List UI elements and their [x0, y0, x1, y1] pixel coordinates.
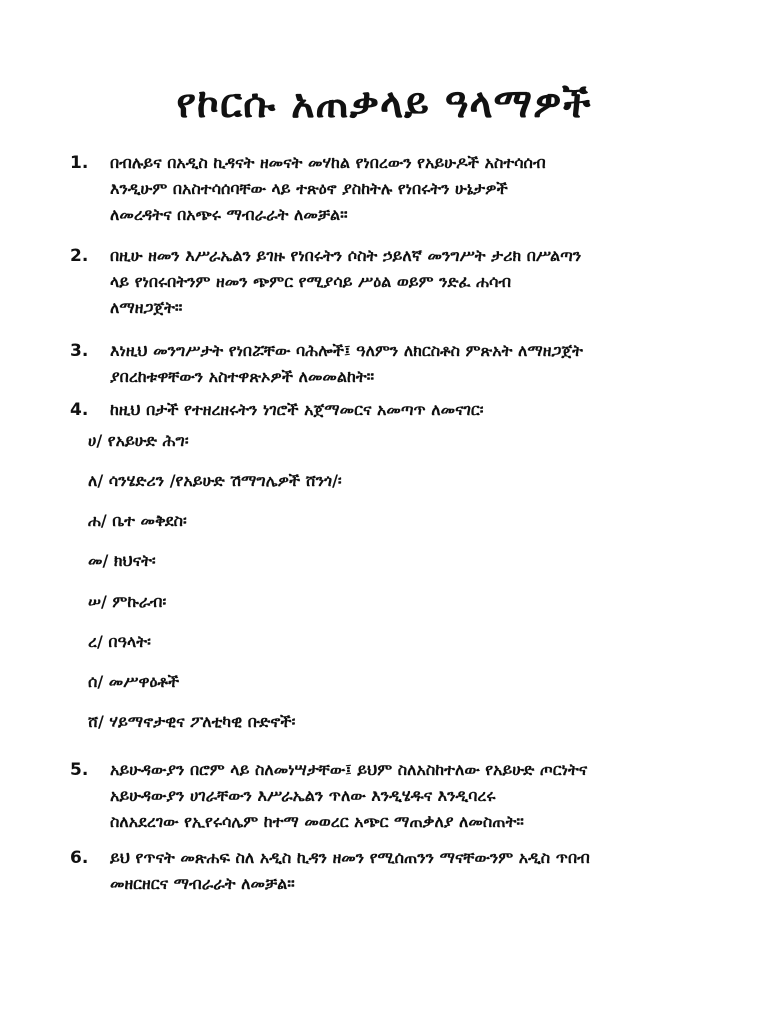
- item-text: አይሁዳውያን በሮም ላይ ስለመነሣታቸው፤ ይህም ስለአስከተለው የአይሁድ ጦርነትና: [110, 760, 588, 779]
- objective-item-2: [70, 243, 710, 321]
- subitem: ሀ/ የአይሁድ ሕግ፡: [88, 431, 189, 450]
- item-number: 6.: [70, 848, 89, 868]
- item-number: 1.: [70, 153, 89, 173]
- objective-line: ለማዘጋጀት።: [110, 298, 183, 317]
- objective-line: [70, 243, 710, 269]
- objective-line: መዘርዘርና ማብራራት ለመቻል።: [110, 874, 295, 893]
- objective-line: [70, 757, 710, 783]
- objective-line: ለመረዳትና በአጭሩ ማብራራት ለመቻል።: [110, 205, 348, 224]
- objective-item-1: [70, 150, 710, 228]
- subitem: መ/ ክህናት፡: [88, 551, 156, 570]
- objective-line: ስለአደረገው የኢየሩሳሌም ከተማ መወረር አጭር ማጠቃለያ ለመስጠት።: [110, 812, 524, 831]
- item-text: በዚሁ ዘመን እሥራኤልን ይገዙ የነበሩትን ሶስት ኃይለኛ መንግሥት ታሪክ በሥልጣን: [110, 246, 582, 265]
- objective-line: አይሁዳውያን ሀገራቸውን እሥራኤልን ጥለው እንዲሄዱና እንዲባረሩ: [110, 786, 496, 805]
- item-text: ይህ የጥናት መጽሐፍ ስለ አዲስ ኪዳን ዘመን የሚሰጠንን ማናቸውንም አዲስ ጥበብ: [110, 848, 590, 867]
- subitem: ሰ/ መሥዋዕቶች: [88, 672, 180, 691]
- objective-item-6: [70, 845, 710, 897]
- objective-item-5: [70, 757, 710, 835]
- objective-line: ያበረከቱዋቸውን አስተዋጽኦዎች ለመመልከት።: [110, 367, 375, 386]
- objective-item-4: [70, 397, 710, 423]
- subitem: ሐ/ ቤተ መቅደስ፡: [88, 511, 187, 530]
- item-text: ከዚህ በታች የተዘረዘሩትን ነገሮች አጀማመርና አመጣጥ ለመናገር፡: [110, 400, 484, 419]
- item-number: 4.: [70, 400, 89, 420]
- subitem: ሸ/ ሃይማኖታዊና ፖለቲካዊ ቡድኖች፡: [88, 712, 296, 731]
- item-number: 3.: [70, 341, 89, 361]
- objective-line: [70, 338, 710, 364]
- objective-line: [70, 150, 710, 176]
- subitem: ረ/ በዓላት፡: [88, 632, 151, 651]
- objective-line: [70, 845, 710, 871]
- item-text: በብሉይና በአዲስ ኪዳናት ዘመናት መሃከል የነበረውን የአይሁዶች አስተሳሰብ: [110, 153, 546, 172]
- objective-line: እንዲሁም በአስተሳሰባቸው ላይ ተጽዕኖ ያስከትሉ የነበሩትን ሁኔታዎች: [110, 179, 508, 198]
- objective-line: ላይ የነበሩበትንም ዘመን ጭምር የሚያሳይ ሥዕል ወይም ንድፈ ሐሳብ: [110, 272, 512, 291]
- item-number: 5.: [70, 760, 89, 780]
- objective-item-3: [70, 338, 710, 390]
- subitem: ለ/ ሳንሄድሪን /የአይሁድ ሽማግሌዎች ሸንጎ/፡: [88, 471, 342, 490]
- item-number: 2.: [70, 246, 89, 266]
- page-title: የኮርሱ አጠቃላይ ዓላማዎች: [176, 81, 592, 127]
- item-text: እነዚህ መንግሥታት የነበሯቸው ባሕሎች፤ ዓለምን ለክርስቶስ ምጽአት ለማዘጋጀት: [110, 341, 583, 360]
- subitem: ሠ/ ምኩራብ፡: [88, 592, 167, 611]
- objective-line: [70, 397, 710, 423]
